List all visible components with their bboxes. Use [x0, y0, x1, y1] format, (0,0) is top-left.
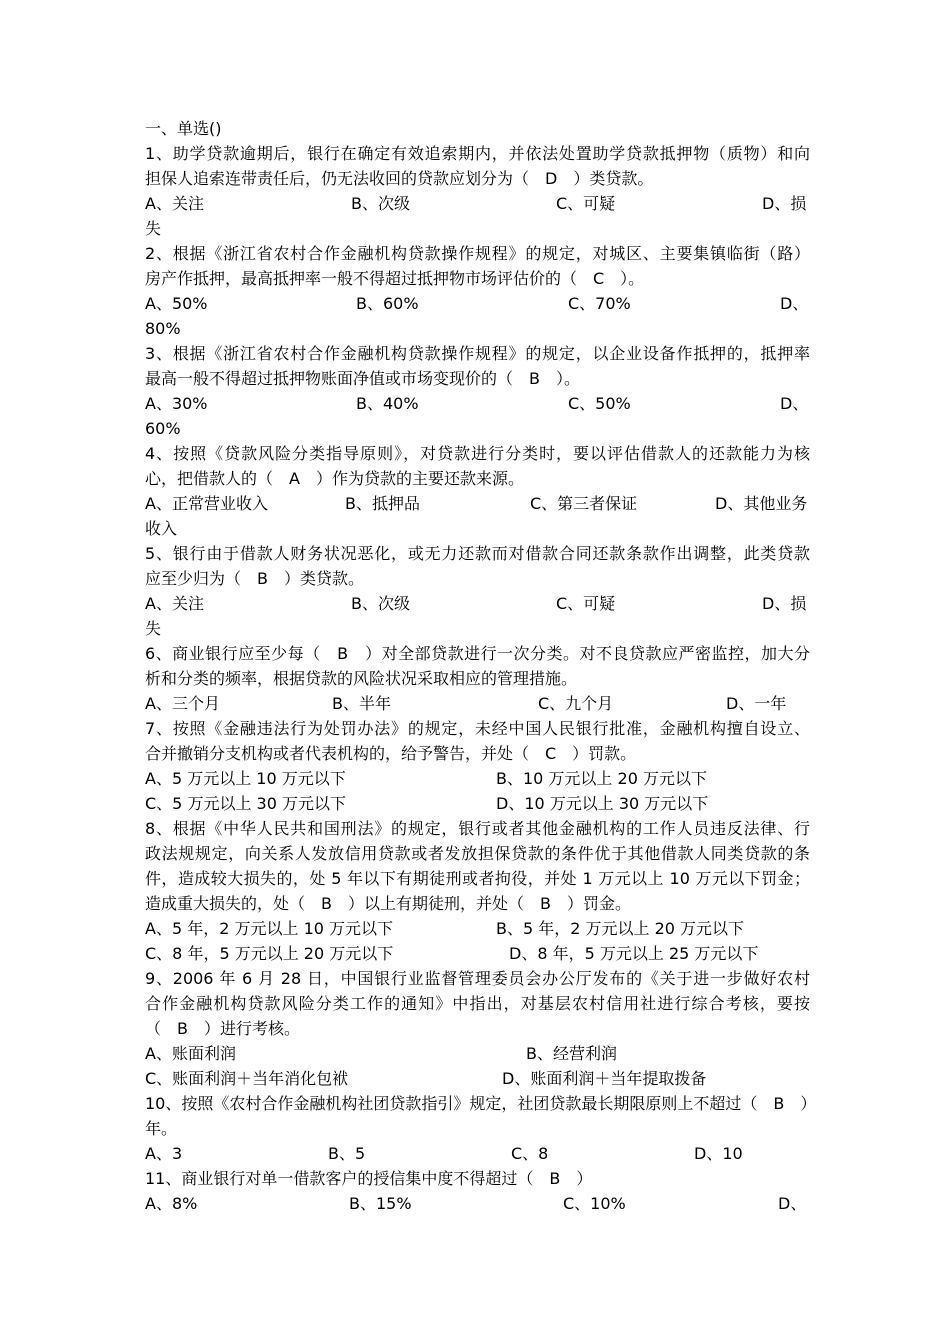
question-5-option-b: B、次级: [351, 594, 410, 613]
question-2-options: [145, 291, 810, 316]
question-5-option-c: C、可疑: [556, 594, 616, 613]
question-7-options-row-2: [145, 791, 810, 816]
question-9-option-a: A、账面利润: [145, 1044, 236, 1063]
question-3-option-b: B、40%: [356, 394, 419, 413]
question-8-options-row-1: [145, 916, 810, 941]
question-5-option-d: D、损: [762, 594, 807, 613]
question-2-wrap: 80%: [145, 319, 181, 338]
question-2-option-b: B、60%: [356, 294, 419, 313]
question-3-option-d: D、: [780, 394, 809, 413]
question-3-line-1: 3、根据《浙江省农村合作金融机构贷款操作规程》的规定，以企业设备作抵押的，抵押率: [145, 344, 810, 363]
question-7-options-row-1: [145, 766, 810, 791]
question-10-line-2: 年。: [145, 1119, 178, 1138]
question-3-wrap: 60%: [145, 419, 181, 438]
question-1-option-a: A、关注: [145, 194, 204, 213]
question-11-option-c: C、10%: [563, 1194, 626, 1213]
question-8-line-2: 政法规规定，向关系人发放信用贷款或者发放担保贷款的条件优于其他借款人同类贷款的条: [145, 844, 810, 863]
question-4-line-1: 4、按照《贷款风险分类指导原则》，对贷款进行分类时，要以评估借款人的还款能力为核: [145, 444, 810, 463]
question-3-line-2: 最高一般不得超过抵押物账面净值或市场变现价的（ B ）。: [145, 369, 580, 388]
question-7-option-c: C、5 万元以上 30 万元以下: [145, 794, 346, 813]
question-4-option-c: C、第三者保证: [530, 494, 638, 513]
question-8-option-b: B、5 年，2 万元以上 20 万元以下: [496, 919, 745, 938]
question-6-line-2: 析和分类的频率，根据贷款的风险状况采取相应的管理措施。: [145, 669, 578, 688]
question-2-option-a: A、50%: [145, 294, 208, 313]
question-2-option-c: C、70%: [568, 294, 631, 313]
question-4-option-a: A、正常营业收入: [145, 494, 268, 513]
question-9-options-row-2: [145, 1066, 810, 1091]
question-1-line-2: 担保人追索连带责任后，仍无法收回的贷款应划分为（ D ）类贷款。: [145, 169, 654, 188]
question-8-line-1: 8、根据《中华人民共和国刑法》的规定，银行或者其他金融机构的工作人员违反法律、行: [145, 819, 810, 838]
question-6-options: [145, 691, 810, 716]
question-9-option-c: C、账面利润＋当年消化包袱: [145, 1069, 349, 1088]
question-10-option-c: C、8: [511, 1144, 549, 1163]
question-8-options-row-2: [145, 941, 810, 966]
question-6-option-b: B、半年: [332, 694, 391, 713]
question-5-options: [145, 591, 810, 616]
question-11-options: [145, 1191, 810, 1216]
question-7-option-d: D、10 万元以上 30 万元以下: [496, 794, 709, 813]
question-6-line-1: 6、商业银行应至少每（ B ）对全部贷款进行一次分类。对不良贷款应严密监控，加大分: [145, 644, 810, 663]
question-2-option-d: D、: [780, 294, 809, 313]
question-9-options-row-1: [145, 1041, 810, 1066]
question-5-option-a: A、关注: [145, 594, 204, 613]
question-10-option-a: A、3: [145, 1144, 183, 1163]
question-4-option-b: B、抵押品: [345, 494, 420, 513]
question-2-line-1: 2、根据《浙江省农村合作金融机构贷款操作规程》的规定，对城区、主要集镇临街（路）: [145, 244, 810, 263]
question-7-line-2: 合并撤销分支机构或者代表机构的，给予警告，并处（ C ）罚款。: [145, 744, 637, 763]
question-11-option-d: D、: [778, 1194, 807, 1213]
question-7-option-a: A、5 万元以上 10 万元以下: [145, 769, 346, 788]
question-8-line-4: 造成重大损失的，处（ B ）以上有期徒刑，并处（ B ）罚金。: [145, 894, 631, 913]
question-6-option-c: C、九个月: [538, 694, 614, 713]
question-4-wrap: 收入: [145, 519, 178, 538]
question-9-line-1: 9、2006 年 6 月 28 日，中国银行业监督管理委员会办公厅发布的《关于进一步做好农村: [145, 969, 810, 988]
question-10-option-b: B、5: [328, 1144, 366, 1163]
question-1-options: [145, 191, 810, 216]
question-10-line-1: 10、按照《农村合作金融机构社团贷款指引》规定，社团贷款最长期限原则上不超过（ B ）: [145, 1094, 817, 1113]
question-9-option-d: D、账面利润＋当年提取拨备: [502, 1069, 707, 1088]
question-1-option-c: C、可疑: [556, 194, 616, 213]
question-4-line-2: 心，把借款人的（ A ）作为贷款的主要还款来源。: [145, 469, 524, 488]
question-6-option-a: A、三个月: [145, 694, 220, 713]
question-11-option-a: A、8%: [145, 1194, 198, 1213]
section-title: 一、单选(): [145, 119, 222, 138]
question-9-line-2: 合作金融机构贷款风险分类工作的通知》中指出，对基层农村信用社进行综合考核，要按: [145, 994, 810, 1013]
question-10-options: [145, 1141, 810, 1166]
question-1-option-d: D、损: [762, 194, 807, 213]
question-11-option-b: B、15%: [349, 1194, 412, 1213]
question-3-option-c: C、50%: [568, 394, 631, 413]
question-8-option-c: C、8 年，5 万元以上 20 万元以下: [145, 944, 394, 963]
question-11-line-1: 11、商业银行对单一借款客户的授信集中度不得超过（ B ）: [145, 1169, 593, 1188]
question-8-option-d: D、8 年，5 万元以上 25 万元以下: [509, 944, 759, 963]
question-4-options: [145, 491, 810, 516]
question-7-option-b: B、10 万元以上 20 万元以下: [496, 769, 707, 788]
question-5-line-1: 5、银行由于借款人财务状况恶化，或无力还款而对借款合同还款条款作出调整，此类贷款: [145, 544, 810, 563]
question-8-line-3: 件，造成较大损失的，处 5 年以下有期徒刑或者拘役，并处 1 万元以上 10 万元以下罚金；: [145, 869, 810, 888]
question-9-option-b: B、经营利润: [526, 1044, 617, 1063]
question-7-line-1: 7、按照《金融违法行为处罚办法》的规定，未经中国人民银行批准，金融机构擅自设立、: [145, 719, 810, 738]
question-1-wrap: 失: [145, 219, 162, 238]
question-1-option-b: B、次级: [351, 194, 410, 213]
question-5-line-2: 应至少归为（ B ）类贷款。: [145, 569, 364, 588]
question-9-line-3: （ B ）进行考核。: [145, 1019, 300, 1038]
question-5-wrap: 失: [145, 619, 162, 638]
question-6-option-d: D、一年: [726, 694, 787, 713]
question-3-options: [145, 391, 810, 416]
question-4-option-d: D、其他业务: [715, 494, 808, 513]
question-8-option-a: A、5 年，2 万元以上 10 万元以下: [145, 919, 394, 938]
question-2-line-2: 房产作抵押，最高抵押率一般不得超过抵押物市场评估价的（ C ）。: [145, 269, 645, 288]
question-1-line-1: 1、助学贷款逾期后，银行在确定有效追索期内，并依法处置助学贷款抵押物（质物）和向: [145, 144, 810, 163]
question-list: [145, 116, 817, 1216]
question-10-option-d: D、10: [694, 1144, 743, 1163]
question-3-option-a: A、30%: [145, 394, 208, 413]
